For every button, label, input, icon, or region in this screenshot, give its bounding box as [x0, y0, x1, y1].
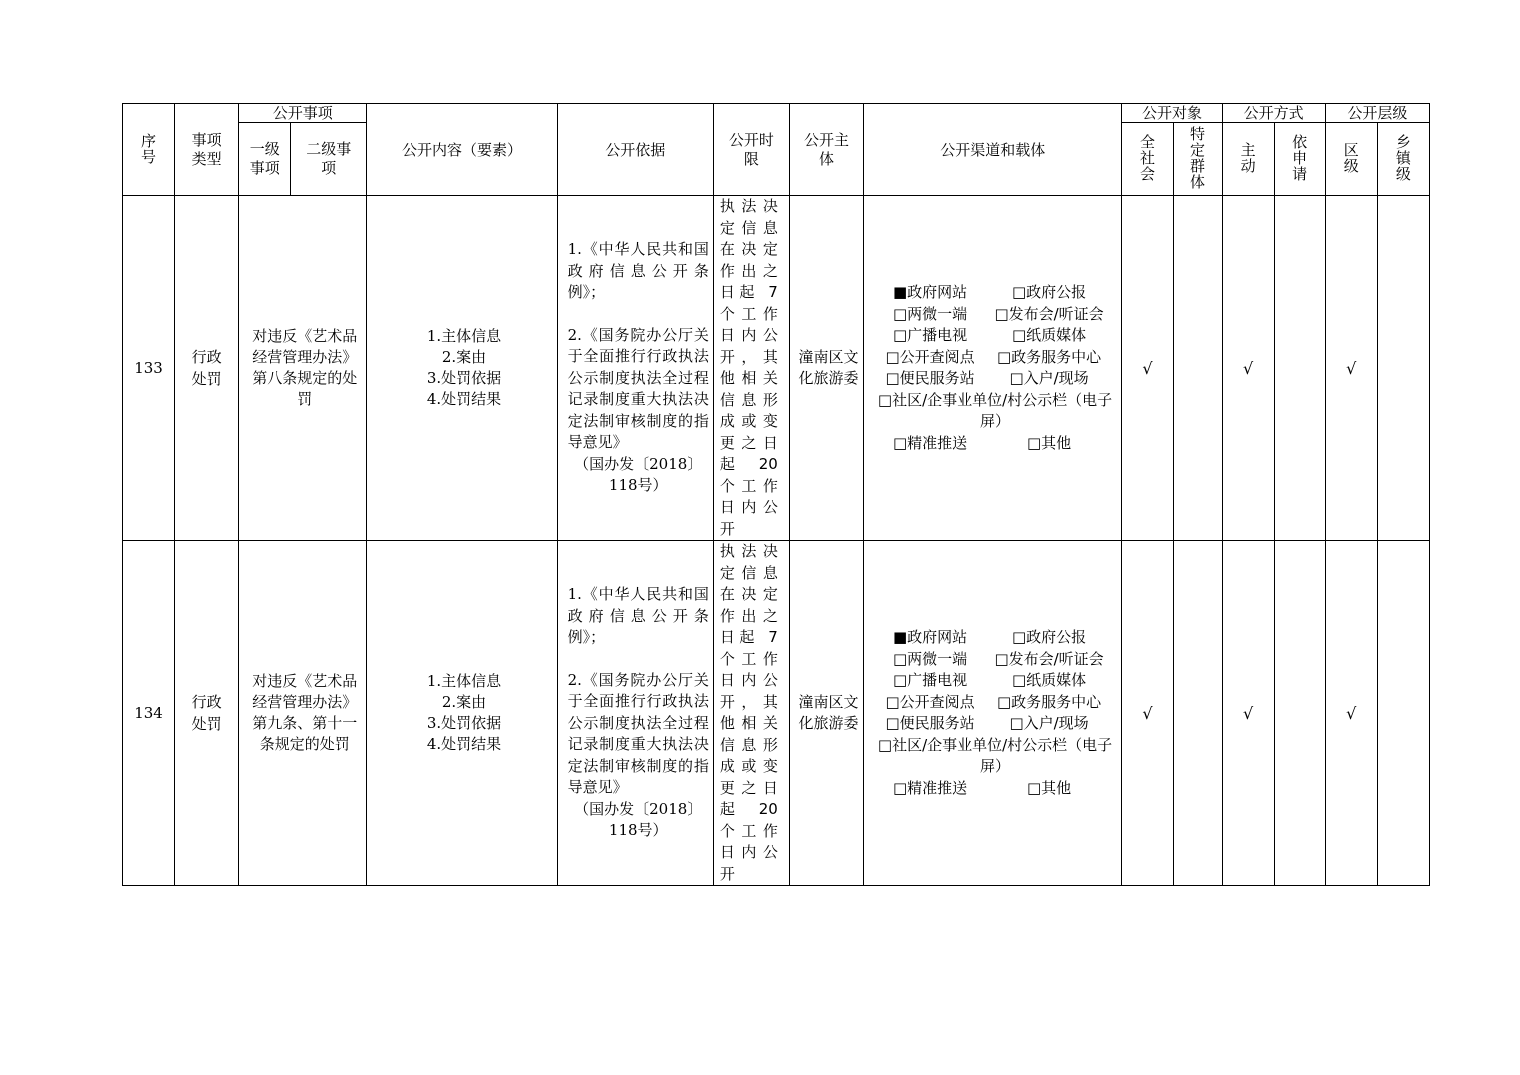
cell-subject: 潼南区文化旅游委: [789, 196, 863, 541]
header-level-district: 区级: [1325, 123, 1377, 196]
cell-basis: [557, 541, 713, 886]
channel-option: □两微一端: [892, 649, 968, 668]
cell-basis: [557, 196, 713, 541]
channel-option: □政府公报: [1011, 283, 1087, 301]
header-level-town: 乡镇级: [1377, 123, 1429, 196]
channel-option: □入户/现场: [1009, 369, 1089, 387]
header-basis: 公开依据: [557, 104, 713, 196]
header-deadline: 公开时限: [713, 104, 789, 196]
cell-method-active: √: [1222, 196, 1274, 541]
cell-target-all: √: [1122, 196, 1173, 541]
basis-item: 1.《中华人民共和国政府信息公开条例》；: [567, 240, 709, 302]
header-level2: 二级事项: [291, 123, 367, 196]
header-group-target: 公开对象: [1122, 104, 1222, 123]
channel-option: □其他: [1026, 433, 1072, 452]
basis-item: 2.《国务院办公厅关于全面推行行政执法公示制度执法全过程记录制度重大执法决定法制审核制度的指导意见》: [567, 325, 709, 452]
header-seq: 序号: [123, 104, 175, 196]
basis-doc-number: （国办发〔2018〕118号）: [574, 799, 703, 840]
table-row: [123, 541, 1430, 886]
content-line: 1.主体信息: [426, 327, 502, 345]
header-target-specific: 特定群体: [1173, 123, 1222, 196]
content-line: 4.处罚结果: [426, 390, 502, 408]
channel-option: ■政府网站: [892, 628, 968, 646]
cell-method-apply: [1274, 196, 1325, 541]
basis-item: 1.《中华人民共和国政府信息公开条例》；: [567, 585, 709, 647]
channel-option: □政务服务中心: [996, 347, 1102, 366]
cell-item-name: 对违反《艺术品经营管理办法》第八条规定的处罚: [239, 196, 367, 541]
content-line: 1.主体信息: [426, 672, 502, 690]
header-subject: 公开主体: [789, 104, 863, 196]
header-type: 事项类型: [175, 104, 239, 196]
cell-seq: 134: [123, 541, 175, 886]
cell-deadline: 执法决定信息在决定作出之日起 7 个工作日内公开，其他相关信息形成或变更之日起 20 个工作日内公开: [713, 196, 789, 541]
header-channels: 公开渠道和载体: [864, 104, 1122, 196]
channel-option: □发布会/听证会: [994, 304, 1104, 323]
cell-seq: 133: [123, 196, 175, 541]
header-method-apply: 依申请: [1274, 123, 1325, 196]
channel-option: □公开查阅点: [885, 692, 975, 711]
basis-item: 2.《国务院办公厅关于全面推行行政执法公示制度执法全过程记录制度重大执法决定法制审核制度的指导意见》: [567, 670, 709, 797]
channel-option: □精准推送: [892, 433, 968, 452]
channel-option: □纸质媒体: [1011, 326, 1087, 344]
cell-channels: [864, 541, 1122, 886]
cell-type: 行政处罚: [175, 541, 239, 886]
channel-option: □入户/现场: [1009, 714, 1089, 732]
cell-level-district: √: [1325, 196, 1377, 541]
content-line: 3.处罚依据: [426, 369, 502, 387]
cell-target-specific: [1173, 541, 1222, 886]
header-level1: 一级事项: [239, 123, 291, 196]
cell-channels: [864, 196, 1122, 541]
channel-option: □社区/企事业单位/村公示栏（电子屏）: [877, 390, 1113, 430]
cell-content: [367, 541, 557, 886]
disclosure-table: [122, 103, 1430, 886]
basis-doc-number: （国办发〔2018〕118号）: [574, 454, 703, 495]
channel-option: ■政府网站: [892, 283, 968, 301]
header-target-all: 全社会: [1122, 123, 1173, 196]
channel-option: □便民服务站: [885, 369, 975, 387]
cell-deadline: 执法决定信息在决定作出之日起 7 个工作日内公开，其他相关信息形成或变更之日起 20 个工作日内公开: [713, 541, 789, 886]
content-line: 3.处罚依据: [426, 714, 502, 732]
channel-option: □其他: [1026, 778, 1072, 797]
cell-level-district: √: [1325, 541, 1377, 886]
cell-target-specific: [1173, 196, 1222, 541]
header-content: 公开内容（要素）: [367, 104, 557, 196]
cell-method-active: √: [1222, 541, 1274, 886]
channel-option: □广播电视: [892, 671, 968, 689]
cell-item-name: 对违反《艺术品经营管理办法》第九条、第十一条规定的处罚: [239, 541, 367, 886]
channel-option: □两微一端: [892, 304, 968, 323]
header-group-items: 公开事项: [239, 104, 367, 123]
cell-subject: 潼南区文化旅游委: [789, 541, 863, 886]
header-method-active: 主动: [1222, 123, 1274, 196]
channel-option: □精准推送: [892, 778, 968, 797]
header-group-method: 公开方式: [1222, 104, 1325, 123]
header-group-level: 公开层级: [1325, 104, 1429, 123]
channel-option: □纸质媒体: [1011, 671, 1087, 689]
cell-target-all: √: [1122, 541, 1173, 886]
channel-option: □公开查阅点: [885, 347, 975, 366]
channel-option: □社区/企事业单位/村公示栏（电子屏）: [877, 735, 1113, 775]
channel-option: □发布会/听证会: [994, 649, 1104, 668]
cell-type: 行政处罚: [175, 196, 239, 541]
channel-option: □便民服务站: [885, 714, 975, 732]
cell-level-town: [1377, 541, 1429, 886]
channel-option: □广播电视: [892, 326, 968, 344]
content-line: 2.案由: [441, 348, 487, 366]
channel-option: □政务服务中心: [996, 692, 1102, 711]
channel-option: □政府公报: [1011, 628, 1087, 646]
cell-content: [367, 196, 557, 541]
cell-level-town: [1377, 196, 1429, 541]
header-group-row: [123, 104, 1430, 123]
content-line: 2.案由: [441, 693, 487, 711]
cell-method-apply: [1274, 541, 1325, 886]
content-line: 4.处罚结果: [426, 735, 502, 753]
table-row: [123, 196, 1430, 541]
